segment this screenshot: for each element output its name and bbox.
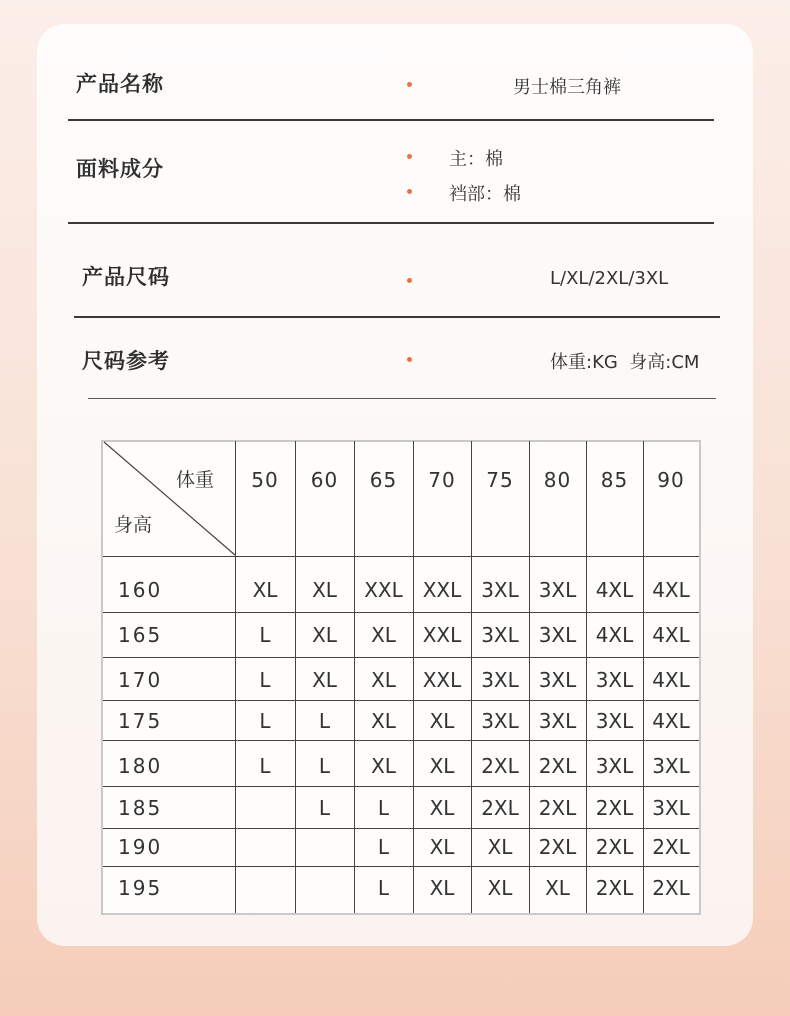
size-cell: 2XL: [652, 835, 690, 859]
product-name-value: 男士棉三角裤: [513, 77, 621, 98]
size-cell: 4XL: [652, 668, 690, 692]
size-cell: XL: [429, 709, 455, 733]
size-cell: XL: [312, 668, 337, 692]
size-cell: XXL: [422, 668, 462, 692]
fabric-label: 面料成分: [76, 157, 164, 181]
divider: [74, 316, 720, 318]
size-cell: XXL: [422, 578, 462, 602]
size-cell: 3XL: [481, 668, 519, 692]
size-cell: 3XL: [652, 796, 690, 820]
reference-label: 尺码参考: [82, 349, 170, 373]
size-cell: L: [318, 754, 331, 778]
weight-header: 70: [428, 468, 456, 492]
size-cell: 3XL: [481, 623, 519, 647]
bullet-dot: [407, 189, 412, 194]
weight-header: 85: [600, 468, 629, 492]
size-cell: 3XL: [595, 754, 634, 778]
height-header: 165: [118, 623, 163, 647]
size-cell: 4XL: [652, 709, 690, 733]
size-cell: 4XL: [595, 578, 634, 602]
size-cell: XL: [312, 623, 337, 647]
size-cell: XL: [545, 876, 570, 900]
size-cell: 2XL: [538, 796, 577, 820]
size-cell: 3XL: [538, 709, 577, 733]
size-cell: XXL: [364, 578, 403, 602]
height-header: 180: [118, 754, 163, 778]
size-cell: L: [318, 709, 331, 733]
size-cell: 2XL: [595, 835, 634, 859]
row-divider: [103, 740, 699, 741]
bullet-dot: [407, 82, 412, 87]
size-cell: 2XL: [595, 876, 634, 900]
size-cell: 3XL: [538, 668, 577, 692]
size-cell: L: [377, 796, 390, 820]
size-cell: 4XL: [652, 623, 690, 647]
size-cell: XL: [429, 796, 455, 820]
height-header: 185: [118, 796, 163, 820]
size-cell: XL: [487, 835, 513, 859]
size-cell: L: [377, 835, 390, 859]
bullet-dot: [407, 357, 412, 362]
size-label: 产品尺码: [82, 265, 170, 289]
row-divider: [103, 828, 699, 829]
size-cell: 3XL: [481, 578, 519, 602]
size-cell: L: [259, 754, 271, 778]
size-cell: 3XL: [538, 623, 577, 647]
product-name-label: 产品名称: [76, 72, 164, 96]
corner-weight-label: 体重: [176, 469, 215, 491]
row-divider: [103, 866, 699, 867]
height-header: 160: [118, 578, 163, 602]
size-value: L/XL/2XL/3XL: [550, 268, 669, 289]
size-cell: L: [318, 796, 331, 820]
size-cell: 4XL: [652, 578, 690, 602]
bullet-dot: [407, 278, 412, 283]
corner-diagonal: [102, 441, 236, 556]
size-cell: 3XL: [595, 668, 634, 692]
size-cell: 3XL: [652, 754, 690, 778]
divider: [88, 398, 716, 399]
size-cell: XL: [252, 578, 278, 602]
size-cell: XL: [371, 668, 396, 692]
size-cell: L: [259, 623, 271, 647]
size-cell: XL: [371, 754, 396, 778]
size-cell: 4XL: [595, 623, 634, 647]
size-cell: XL: [429, 876, 455, 900]
weight-header: 75: [486, 468, 514, 492]
bullet-dot: [407, 154, 412, 159]
height-header: 170: [118, 668, 163, 692]
height-header: 190: [118, 835, 163, 859]
size-cell: XL: [371, 709, 396, 733]
fabric-main-value: 主：棉: [449, 149, 503, 170]
size-cell: 2XL: [652, 876, 690, 900]
row-divider: [103, 556, 699, 557]
divider: [68, 119, 714, 121]
weight-header: 80: [543, 468, 572, 492]
fabric-crotch-value: 裆部：棉: [449, 184, 521, 205]
size-cell: L: [377, 876, 390, 900]
height-header: 195: [118, 876, 163, 900]
weight-header: 50: [251, 468, 279, 492]
size-cell: XL: [371, 623, 396, 647]
size-cell: XL: [429, 754, 455, 778]
size-cell: 2XL: [538, 754, 577, 778]
size-cell: XL: [312, 578, 337, 602]
size-cell: 3XL: [481, 709, 519, 733]
size-cell: 3XL: [538, 578, 577, 602]
row-divider: [103, 786, 699, 787]
weight-header: 90: [657, 468, 685, 492]
size-cell: 2XL: [538, 835, 577, 859]
size-cell: 2XL: [481, 754, 519, 778]
size-cell: 3XL: [595, 709, 634, 733]
weight-header: 60: [310, 468, 339, 492]
divider: [68, 222, 714, 224]
row-divider: [103, 657, 699, 658]
row-divider: [103, 700, 699, 701]
row-divider: [103, 612, 699, 613]
size-cell: 2XL: [595, 796, 634, 820]
corner-height-label: 身高: [114, 514, 153, 536]
reference-value: 体重:KG 身高:CM: [550, 352, 700, 373]
size-cell: L: [259, 709, 271, 733]
size-cell: XL: [487, 876, 513, 900]
size-cell: L: [259, 668, 271, 692]
weight-header: 65: [369, 468, 398, 492]
size-cell: 2XL: [481, 796, 519, 820]
size-cell: XXL: [422, 623, 462, 647]
height-header: 175: [118, 709, 163, 733]
size-cell: XL: [429, 835, 455, 859]
